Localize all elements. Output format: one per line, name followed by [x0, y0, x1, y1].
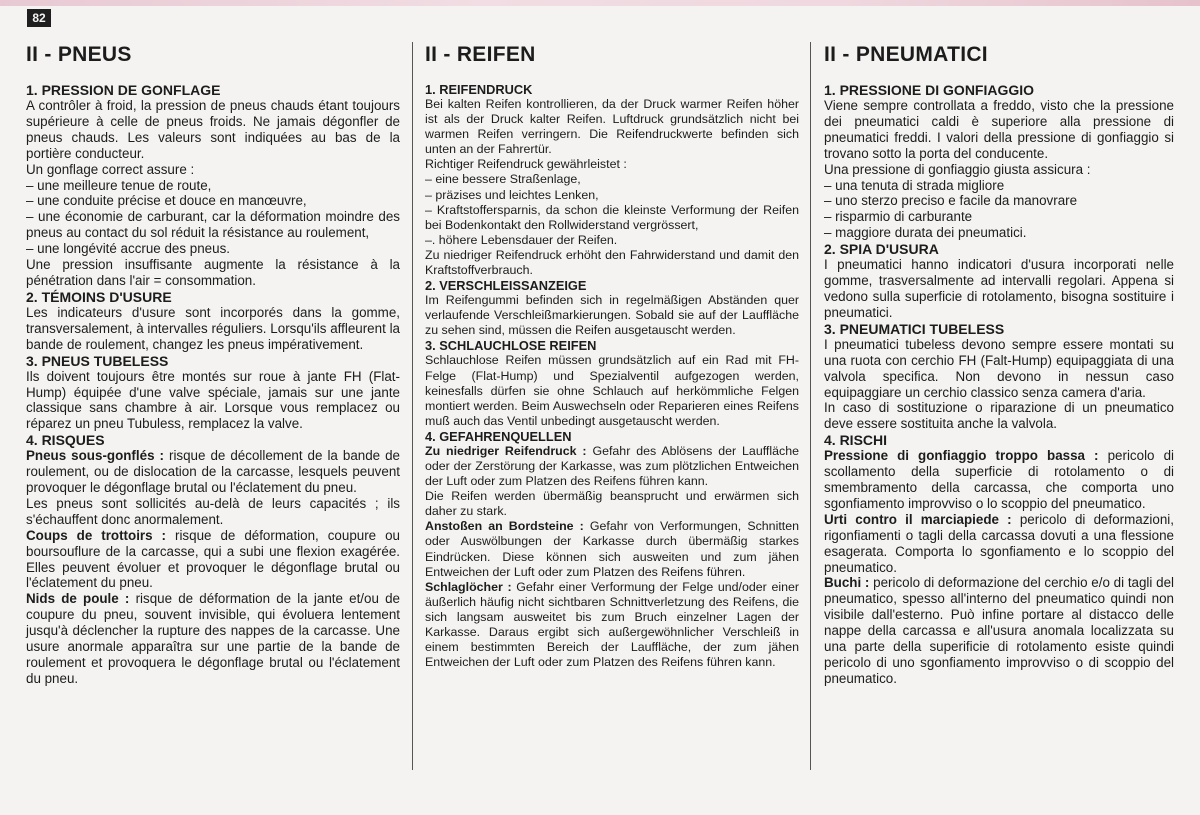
risk-lead: Anstoßen an Bordsteine :	[425, 519, 584, 534]
column-german	[425, 42, 799, 670]
section-heading: 3. SCHLAUCHLOSE REIFEN	[425, 338, 597, 354]
paragraph: A contrôler à froid, la pression de pneus chauds étant toujours supérieure à celle de pneus froids. Ne jamais dégonfler de pneus chauds. Les valeurs sont indiquées au bas de la portière conducteur.	[26, 98, 400, 161]
list-item: – maggiore durata dei pneumatici.	[824, 225, 1027, 241]
risk-text: pericolo di deformazione del cerchio e/o di tagli del pneumatico, spesso all'interno del pneumatico quindi non visibile dall'esterno. Può infine portare al distacco delle nappe della carcassa e all'usura anomala localizzata su una parte della superificie di rotolamento esiste quindi pericolo di uno sgonfiamento improvviso o di scoppio del pneumatico.	[824, 575, 1174, 686]
paragraph: Bei kalten Reifen kontrollieren, da der Druck warmer Reifen höher ist als der Druck kalter Reifen. Luftdruck grundsätzlich nicht bei warmen Reifen verringern. Die Reifendruckwerte befinden sich unten an der Fahrertür.	[425, 97, 799, 157]
list-item: –. höhere Lebensdauer der Reifen.	[425, 232, 618, 247]
column-divider	[810, 42, 811, 770]
risk-paragraph	[824, 575, 1174, 686]
paragraph: Richtiger Reifendruck gewährleistet :	[425, 157, 627, 172]
risk-paragraph	[425, 519, 799, 579]
risk-paragraph	[26, 591, 400, 686]
risk-lead: Schlaglöcher :	[425, 579, 512, 594]
column-title: II - PNEUMATICI	[824, 43, 988, 66]
paragraph: Viene sempre controllata a freddo, visto che la pressione dei pneumatici caldi è superiore alla pressione di pneumatici freddi. I valori della pressione di gonfiaggio si trovano sotto la porta del conducente.	[824, 98, 1174, 161]
section-heading: 4. GEFAHRENQUELLEN	[425, 428, 572, 444]
paragraph: Die Reifen werden übermäßig beansprucht und erwärmen sich daher zu stark.	[425, 489, 799, 519]
risk-paragraph	[425, 580, 799, 671]
risk-lead: Nids de poule :	[26, 591, 130, 607]
risk-paragraph	[425, 444, 799, 489]
risk-text: pericolo di deformazioni, rigonfiamenti o tagli della carcassa dovuti a una flessione esagerata. Comporta lo sgonfiamento e lo scoppio del pneumatico.	[824, 511, 1174, 575]
list-item: – präzises und leichtes Lenken,	[425, 187, 599, 202]
risk-paragraph	[824, 512, 1174, 576]
list-item: – une économie de carburant, car la déformation moindre des pneus au contact du sol réduit la résistance au roulement,	[26, 209, 400, 241]
paragraph: I pneumatici hanno indicatori d'usura incorporati nelle gomme, trasversalmente ad intervalli regolari. Appena si vedono sulla superficie di rotolamento, bisogna sostituire i pneumatici.	[824, 257, 1174, 320]
section-heading: 1. PRESSION DE GONFLAGE	[26, 82, 221, 98]
risk-paragraph	[824, 448, 1174, 512]
risk-lead: Pressione di gonfiaggio troppo bassa :	[824, 448, 1099, 464]
risk-text: risque de déformation, coupure ou boursouflure de la carcasse, qui a subi une flexion exagérée. Elles peuvent évoluer et provoquer le dégonflage brutal ou l'éclatement du pneu.	[26, 527, 401, 591]
paragraph: Im Reifengummi befinden sich in regelmäßigen Abständen quer verlaufende Verschleißmarkierungen. Sobald sie auf der Lauffläche zu sehen sind, müssen die Reifen ausgetauscht werden.	[425, 293, 799, 338]
section-heading: 1. REIFENDRUCK	[425, 82, 533, 97]
risk-lead: Pneus sous-gonflés :	[26, 448, 164, 464]
list-item: – una tenuta di strada migliore	[824, 177, 1005, 193]
paragraph: Ils doivent toujours être montés sur roue à jante FH (Flat-Hump) équipée d'une valve spéciale, jamais sur une jante classique sans chambre à air. Lorsque vous remplacez ou réparez un pneu Tubuless, remplacez la valve.	[26, 368, 400, 432]
paragraph: Schlauchlose Reifen müssen grundsätzlich auf ein Rad mit FH-Felge (Flat-Hump) und Spezialventil aufgezogen werden, keinesfalls dürfen sie ohne Schlauch auf herkömmliche Felgen montiert werden. Beim Auswechseln oder Reparieren eines Reifens muß auch das Ventil unbedingt ausgetauscht werden.	[425, 353, 799, 428]
page-number: 82	[27, 9, 51, 27]
list-item: – une conduite précise et douce en manœuvre,	[26, 193, 307, 209]
list-item: – uno sterzo preciso e facile da manovrare	[824, 193, 1078, 209]
risk-lead: Buchi :	[824, 575, 870, 591]
column-divider	[412, 42, 413, 770]
risk-text: Gefahr von Verformungen, Schnitten oder Auswölbungen der Karkasse durch übermäßig starkes Eindrücken. Diese können sich ausweiten und zum jähen Entweichen der Luft oder zum Platzen des Reifens führen.	[425, 519, 799, 579]
risk-lead: Zu niedriger Reifendruck :	[425, 443, 587, 458]
paragraph: Un gonflage correct assure :	[26, 161, 195, 177]
risk-paragraph	[26, 528, 400, 592]
paragraph: Zu niedriger Reifendruck erhöht den Fahrwiderstand und damit den Kraftstoffverbrauch.	[425, 247, 799, 278]
section-heading: 2. VERSCHLEISSANZEIGE	[425, 278, 587, 294]
risk-text: risque de décollement de la bande de roulement, ou de dislocation de la carcasse, lesquels peuvent provoquer le dégonflage brutal ou l'éclatement du pneu.	[26, 448, 400, 496]
paragraph: Les indicateurs d'usure sont incorporés dans la gomme, transversalement, à intervalles réguliers. Lorsqu'ils affleurent la bande de roulement, changez les pneus impérativement.	[26, 304, 400, 352]
risk-text: Gefahr des Ablösens der Lauffläche oder der Zerstörung der Karkasse, was zum plötzlichen Entweichen der Luft oder zum Platzen des Reifens führen kann.	[425, 443, 800, 489]
paragraph: Les pneus sont sollicités au-delà de leurs capacités ; ils s'échauffent donc anormalement.	[26, 495, 400, 527]
section-heading: 3. PNEUMATICI TUBELESS	[824, 320, 1005, 337]
paragraph: Une pression insuffisante augmente la résistance à la pénétration dans l'air = consommation.	[26, 257, 400, 288]
risk-lead: Coups de trottoirs :	[26, 527, 167, 543]
section-heading: 4. RISQUES	[26, 432, 105, 449]
paragraph: In caso di sostituzione o riparazione di un pneumatico deve essere sostituita anche la valvola.	[824, 400, 1174, 432]
risk-text: pericolo di scollamento della superficie di rotolamento o di smembramento della carcassa, che comporta uno sgonfiamento improvviso o lo scoppio del pneumatico.	[824, 448, 1174, 511]
list-item: – eine bessere Straßenlage,	[425, 172, 581, 187]
risk-text: Gefahr einer Verformung der Felge und/oder einer äußerlich häufig nicht sichtbaren Schnittverletzung des Reifens, die sich langsam ausweitet bis zum Bruch einzelner Lagen der Karkasse. Daraus ergibt sich außergewöhnlicher Verschleiß in einem bestimmten Bereich der Lauffläche, der zum jähen Entweichen der Luft oder zum Platzen des Reifens führen kann.	[425, 579, 799, 670]
column-italian	[824, 42, 1174, 687]
risk-text: risque de déformation de la jante et/ou de coupure du pneu, souvent invisible, qui évoluera lentement jusqu'à déclencher la rupture des nappes de la carcasse. Une usure anormale apparaîtra sur une partie de la bande de roulement et provoquera le dégonflage brutal ou l'éclatement du pneu.	[26, 591, 400, 686]
risk-lead: Urti contro il marciapiede :	[824, 511, 1012, 527]
paragraph: Una pressione di gonfiaggio giusta assicura :	[824, 161, 1091, 177]
column-french	[26, 42, 400, 687]
section-heading: 3. PNEUS TUBELESS	[26, 352, 169, 369]
section-heading: 4. RISCHI	[824, 432, 888, 449]
column-title: II - REIFEN	[425, 43, 536, 66]
section-heading: 2. SPIA D'USURA	[824, 241, 939, 258]
section-heading: 1. PRESSIONE DI GONFIAGGIO	[824, 82, 1035, 98]
list-item: – Kraftstoffersparnis, da schon die kleinste Verformung der Reifen bei Bodenkontakt den Rollwiderstand vergrössert,	[425, 202, 799, 232]
column-title: II - PNEUS	[26, 43, 132, 66]
risk-paragraph	[26, 448, 400, 496]
paragraph: I pneumatici tubeless devono sempre essere montati su una ruota con cerchio FH (Falt-Hump) equipaggiata di una valvola specifica. Non devono in nessun caso equipaggiare un cerchio classico senza camera d'aria.	[824, 336, 1174, 400]
list-item: – risparmio di carburante	[824, 209, 973, 225]
section-heading: 2. TÉMOINS D'USURE	[26, 288, 172, 305]
list-item: – une meilleure tenue de route,	[26, 177, 212, 193]
top-color-strip	[0, 0, 1200, 6]
list-item: – une longévité accrue des pneus.	[26, 241, 230, 257]
